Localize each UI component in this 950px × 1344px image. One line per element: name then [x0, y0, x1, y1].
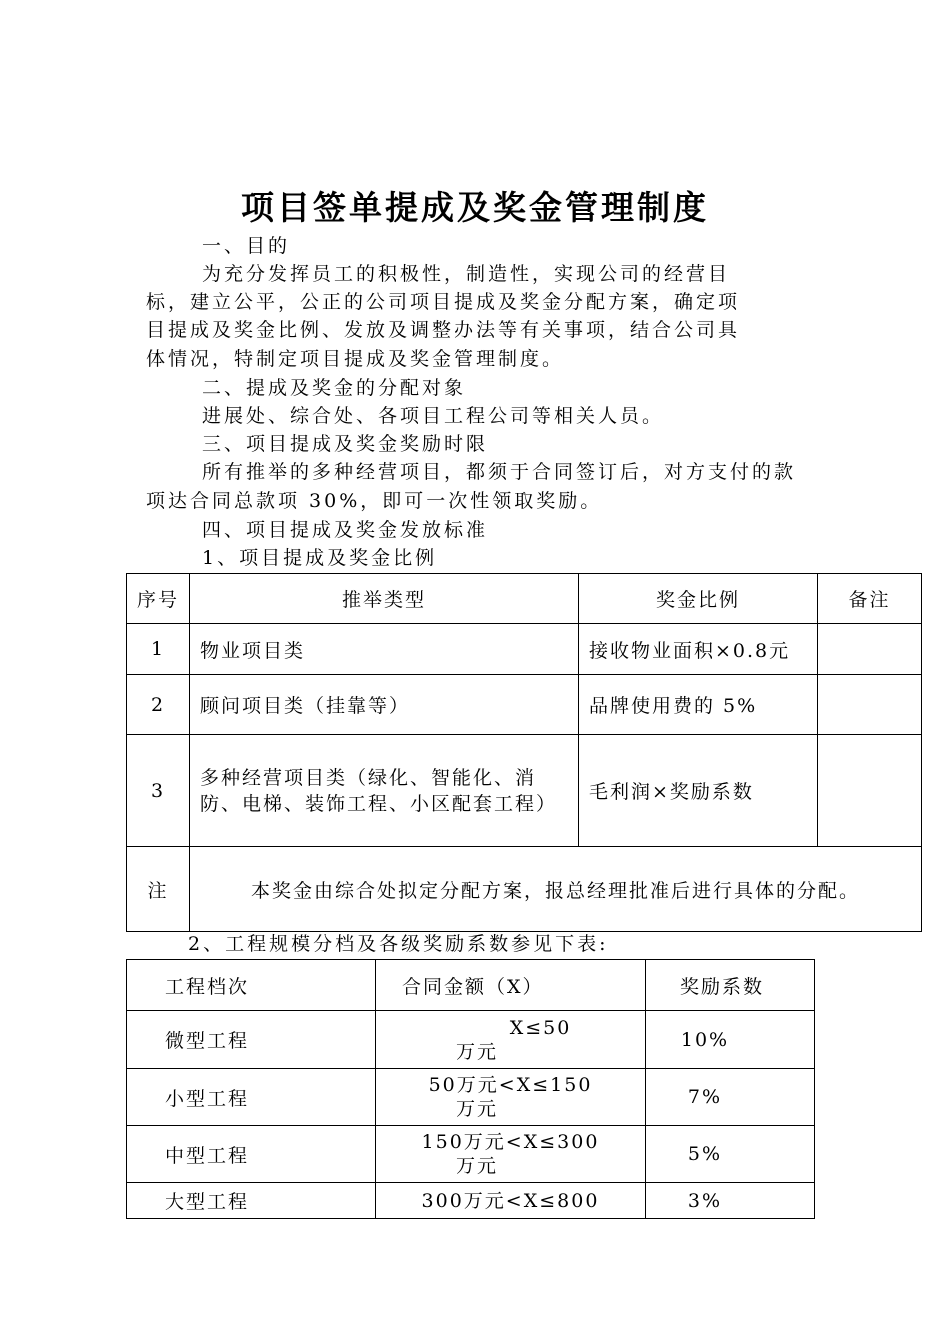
section-3-line: 项达合同总款项 30%，即可一次性领取奖励。: [146, 490, 603, 512]
bonus-ratio-table: [126, 573, 922, 932]
amount-unit: 万元: [456, 1040, 499, 1063]
table-row: [127, 675, 922, 735]
bonus-coefficient: 7%: [646, 1069, 815, 1126]
table-header-cell: 序号: [127, 574, 190, 624]
table-header-cell: 推举类型: [190, 574, 579, 624]
project-level: 大型工程: [127, 1183, 376, 1219]
project-level: 小型工程: [127, 1069, 376, 1126]
amount-unit: 万元: [456, 1098, 499, 1120]
remark: [818, 735, 922, 847]
section-1-line: 为充分发挥员工的积极性，制造性，实现公司的经营目: [202, 263, 731, 285]
page-title: 项目签单提成及奖金管理制度: [241, 188, 709, 227]
section-1-line: 体情况，特制定项目提成及奖金管理制度。: [146, 348, 565, 370]
amount-range: 150万元<X≤300: [421, 1131, 600, 1153]
table-row: [127, 1069, 815, 1126]
table-header-cell: 奖金比例: [579, 574, 818, 624]
table-row: [127, 1126, 815, 1183]
remark: [818, 675, 922, 735]
section-3-line: 所有推举的多种经营项目，都须于合同签订后，对方支付的款: [202, 461, 797, 483]
section-4-sub-heading: 2、工程规模分档及各级奖励系数参见下表:: [188, 933, 609, 955]
contract-amount: [376, 1011, 646, 1069]
contract-amount: [376, 1069, 646, 1126]
remark: [818, 624, 922, 675]
amount-range: X≤50: [509, 1016, 572, 1039]
table-row: [127, 735, 922, 847]
bonus-ratio: 毛利润×奖励系数: [579, 735, 818, 847]
table-row: [127, 1183, 815, 1219]
bonus-coefficient: 10%: [646, 1011, 815, 1069]
bonus-coefficient: 3%: [646, 1183, 815, 1219]
footnote-label: 注: [127, 847, 190, 932]
bonus-ratio: 接收物业面积×0.8元: [579, 624, 818, 675]
table-header-cell: 奖励系数: [646, 960, 815, 1011]
row-number: 1: [127, 624, 190, 675]
section-4-heading: 四、项目提成及奖金发放标准: [202, 519, 489, 541]
table-header-cell: 工程档次: [127, 960, 376, 1011]
amount-range: 300万元<X≤800: [421, 1189, 600, 1212]
bonus-ratio: 品牌使用费的 5%: [579, 675, 818, 735]
amount-unit: 万元: [456, 1155, 499, 1177]
section-2-text: 进展处、综合处、各项目工程公司等相关人员。: [202, 405, 665, 427]
project-scale-table: [126, 959, 815, 1219]
section-2-heading: 二、提成及奖金的分配对象: [202, 377, 467, 399]
section-1-line: 标，建立公平，公正的公司项目提成及奖金分配方案，确定项: [146, 291, 741, 313]
contract-amount: [376, 1126, 646, 1183]
table-header-row: [127, 960, 815, 1011]
table-footnote-row: [127, 847, 922, 932]
table-row: [127, 1011, 815, 1069]
section-1-line: 目提成及奖金比例、发放及调整办法等有关事项，结合公司具: [146, 319, 741, 341]
project-type: 物业项目类: [190, 624, 579, 675]
project-type: 顾问项目类（挂靠等）: [190, 675, 579, 735]
row-number: 2: [127, 675, 190, 735]
project-type: 多种经营项目类（绿化、智能化、消防、电梯、装饰工程、小区配套工程）: [190, 735, 579, 847]
table-header-cell: 备注: [818, 574, 922, 624]
table-header-cell: 合同金额（X）: [376, 960, 646, 1011]
project-level: 微型工程: [127, 1011, 376, 1069]
contract-amount: [376, 1183, 646, 1219]
footnote-text: 本奖金由综合处拟定分配方案，报总经理批准后进行具体的分配。: [190, 847, 922, 932]
bonus-coefficient: 5%: [646, 1126, 815, 1183]
section-3-heading: 三、项目提成及奖金奖励时限: [202, 433, 489, 455]
row-number: 3: [127, 735, 190, 847]
table-row: [127, 624, 922, 675]
amount-range: 50万元<X≤150: [428, 1074, 593, 1096]
section-1-heading: 一、目的: [202, 235, 291, 257]
project-level: 中型工程: [127, 1126, 376, 1183]
section-4-sub-heading: 1、项目提成及奖金比例: [202, 547, 438, 569]
table-header-row: [127, 574, 922, 624]
